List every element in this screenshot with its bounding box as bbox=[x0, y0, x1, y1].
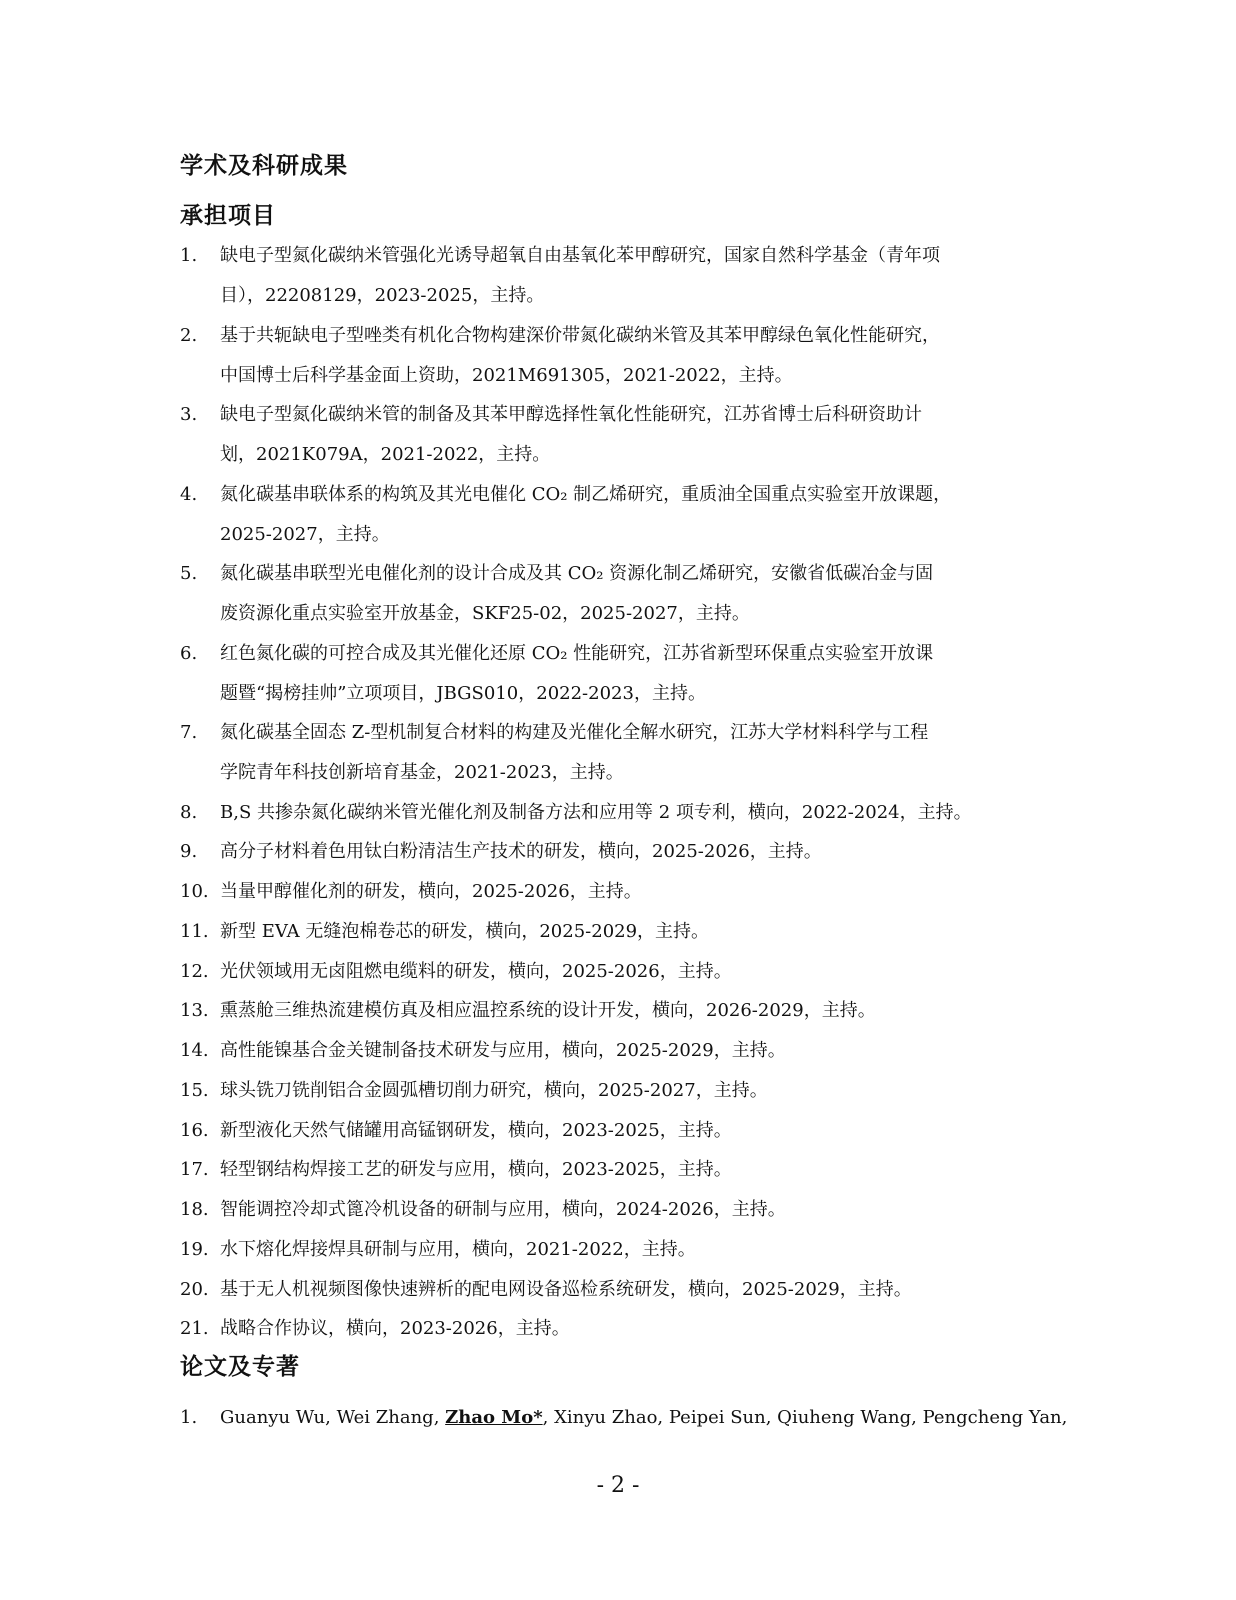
project-text-line: 球头铣刀铣削铝合金圆弧槽切削力研究，横向，2025-2027，主持。 bbox=[220, 1079, 768, 1101]
project-number: 8. bbox=[180, 801, 198, 823]
project-text-line: 轻型钢结构焊接工艺的研发与应用，横向，2023-2025，主持。 bbox=[220, 1159, 732, 1181]
project-text-line: 智能调控冷却式篦冷机设备的研制与应用，横向，2024-2026，主持。 bbox=[220, 1199, 786, 1220]
publication-text bbox=[220, 1408, 1067, 1428]
project-number: 19. bbox=[180, 1238, 209, 1260]
project-number: 10. bbox=[180, 881, 209, 902]
project-text-line: 2025-2027，主持。 bbox=[220, 523, 390, 545]
project-number: 2. bbox=[180, 324, 198, 346]
project-number: 11. bbox=[180, 920, 209, 942]
project-number: 3. bbox=[180, 404, 198, 425]
project-text-line: 高分子材料着色用钛白粉清洁生产技术的研发，横向，2025-2026，主持。 bbox=[220, 841, 822, 863]
project-text-line: 学院青年科技创新培育基金，2021-2023，主持。 bbox=[220, 762, 624, 783]
project-text-line: 新型 EVA 无缝泡棉卷芯的研发，横向，2025-2029，主持。 bbox=[220, 920, 710, 942]
projects-heading: 承担项目 bbox=[180, 203, 276, 229]
project-text-line: 中国博士后科学基金面上资助，2021M691305，2021-2022，主持。 bbox=[220, 364, 793, 386]
project-number: 9. bbox=[180, 841, 198, 863]
project-number: 18. bbox=[180, 1199, 209, 1220]
project-text-line: B,S 共掺杂氮化碳纳米管光催化剂及制备方法和应用等 2 项专利，横向，2022-2024，主持。 bbox=[220, 801, 972, 823]
project-text-line: 废资源化重点实验室开放基金，SKF25-02，2025-2027，主持。 bbox=[220, 603, 750, 624]
project-text-line: 当量甲醇催化剂的研发，横向，2025-2026，主持。 bbox=[220, 881, 642, 902]
project-text-line: 光伏领域用无卤阻燃电缆料的研发，横向，2025-2026，主持。 bbox=[220, 960, 732, 982]
project-number: 17. bbox=[180, 1159, 209, 1181]
project-text-line: 基于无人机视频图像快速辨析的配电网设备巡检系统研发，横向，2025-2029，主持。 bbox=[220, 1278, 912, 1300]
project-text-line: 高性能镍基合金关键制备技术研发与应用，横向，2025-2029，主持。 bbox=[220, 1040, 786, 1061]
project-text-line: 战略合作协议，横向，2023-2026，主持。 bbox=[220, 1318, 570, 1340]
project-text-line: 题暨“揭榜挂帅”立项项目，JBGS010，2022-2023，主持。 bbox=[220, 682, 706, 704]
publications-heading: 论文及专著 bbox=[180, 1354, 300, 1380]
project-text-line: 目），22208129，2023-2025，主持。 bbox=[220, 285, 545, 306]
project-text-line: 缺电子型氮化碳纳米管的制备及其苯甲醇选择性氧化性能研究，江苏省博士后科研资助计 bbox=[220, 404, 922, 425]
project-number: 6. bbox=[180, 642, 198, 664]
publication-number: 1. bbox=[180, 1407, 198, 1428]
project-number: 15. bbox=[180, 1079, 209, 1101]
project-number: 21. bbox=[180, 1318, 209, 1340]
project-number: 16. bbox=[180, 1119, 209, 1141]
project-number: 20. bbox=[180, 1278, 209, 1300]
page-heading: 学术及科研成果 bbox=[180, 153, 348, 179]
project-number: 12. bbox=[180, 960, 209, 982]
page-number: - 2 - bbox=[596, 1473, 640, 1498]
project-text-line: 缺电子型氮化碳纳米管强化光诱导超氧自由基氧化苯甲醇研究，国家自然科学基金（青年项 bbox=[220, 245, 940, 266]
project-number: 14. bbox=[180, 1040, 209, 1061]
project-text-line: 氮化碳基串联体系的构筑及其光电催化 CO₂ 制乙烯研究，重质油全国重点实验室开放课题， bbox=[220, 483, 952, 505]
project-text-line: 基于共轭缺电子型唑类有机化合物构建深价带氮化碳纳米管及其苯甲醇绿色氧化性能研究， bbox=[220, 324, 940, 346]
project-text-line: 氮化碳基串联型光电催化剂的设计合成及其 CO₂ 资源化制乙烯研究，安徽省低碳冶金与固 bbox=[220, 563, 934, 584]
project-number: 13. bbox=[180, 1000, 209, 1022]
project-number: 1. bbox=[180, 245, 198, 266]
publication-highlight-author: Zhao Mo* bbox=[445, 1407, 543, 1428]
publication-authors-after: , Xinyu Zhao, Peipei Sun, Qiuheng Wang, Pengcheng Yan, bbox=[542, 1407, 1068, 1428]
project-text-line: 熏蒸舱三维热流建模仿真及相应温控系统的设计开发，横向，2026-2029，主持。 bbox=[220, 1000, 876, 1022]
project-number: 7. bbox=[180, 722, 198, 743]
project-text-line: 氮化碳基全固态 Z-型机制复合材料的构建及光催化全解水研究，江苏大学材料科学与工程 bbox=[220, 722, 929, 743]
project-text-line: 划，2021K079A，2021-2022，主持。 bbox=[220, 444, 551, 465]
publication-authors-before: Guanyu Wu, Wei Zhang, bbox=[220, 1407, 446, 1428]
project-number: 5. bbox=[180, 563, 198, 584]
project-text-line: 水下熔化焊接焊具研制与应用，横向，2021-2022，主持。 bbox=[220, 1238, 696, 1260]
project-text-line: 红色氮化碳的可控合成及其光催化还原 CO₂ 性能研究，江苏省新型环保重点实验室开放课 bbox=[220, 642, 934, 664]
project-text-line: 新型液化天然气储罐用高锰钢研发，横向，2023-2025，主持。 bbox=[220, 1119, 732, 1141]
project-number: 4. bbox=[180, 483, 198, 505]
